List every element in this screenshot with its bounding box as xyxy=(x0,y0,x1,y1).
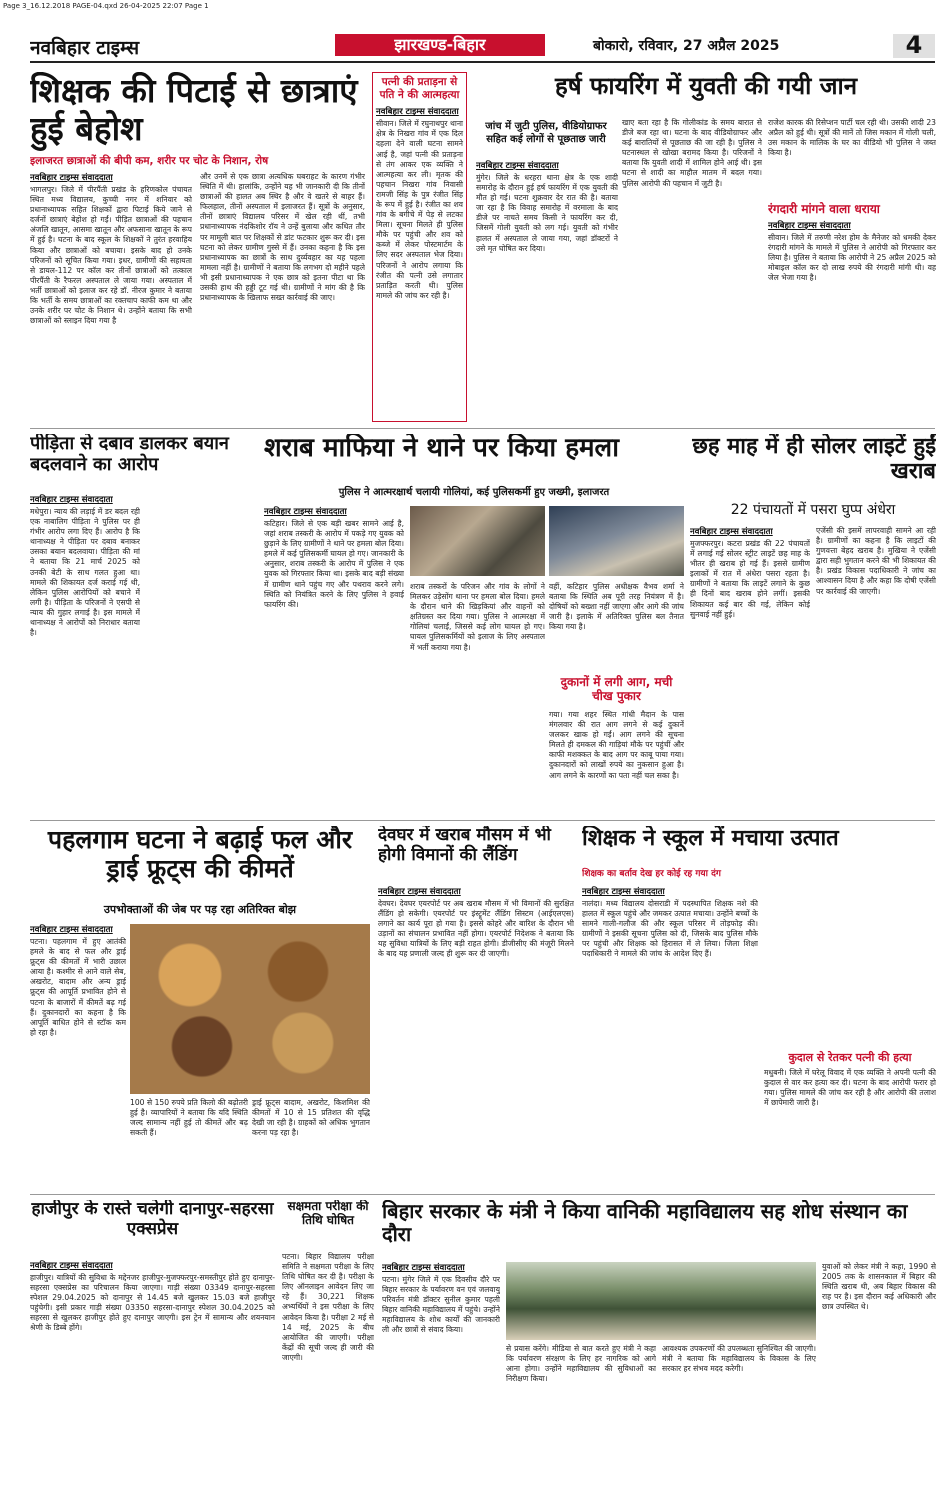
a4-headline: पीड़िता से दबाव डालकर बयान बदलवाने का आरोप xyxy=(30,434,229,475)
a7-dry-fruits-photo xyxy=(130,924,370,1094)
a7-col2 xyxy=(130,1098,248,1188)
a9-body: नालंदा। मध्य विद्यालय दोसराडी में पदस्थापित शिक्षक नशे की हालत में स्कूल पहुंचे और जमकर उत्पात मचाया। उन्होंने बच्चों के सामने गाली-गलौज की और स्कूल परिसर में तोड़फोड़ की। ग्रामीणों ने इसकी सूचना पुलिस को दी, जिसके बाद पुलिस मौके पर पहुंची और शिक्षक को हिरासत में ले लिया। जिला शिक्षा पदाधिकारी ने मामले की जांच के आदेश दिए हैं। xyxy=(582,899,758,959)
a10-body-block xyxy=(30,1260,275,1472)
a12-col3 xyxy=(662,1344,816,1472)
a3-sidebar-headline: रंगदारी मांगने वाला धराया xyxy=(768,202,880,216)
a9-headline-block xyxy=(582,826,936,860)
a9-box xyxy=(764,1068,936,1188)
a6-headline: छह माह में ही सोलर लाइटें हुईं खराब xyxy=(692,434,936,485)
masthead xyxy=(30,34,935,58)
a8-body-block xyxy=(378,886,574,1188)
a5-col1 xyxy=(264,506,404,814)
a3-sidebar-byline: नवबिहार टाइम्स संवाददाता xyxy=(768,221,851,231)
a3-headline-block xyxy=(476,72,936,112)
a12-body1: पटना। मुंगेर जिले में एक दिवसीय दौरे पर बिहार सरकार के पर्यावरण वन एवं जलवायु परिवर्तन मंत्री डॉक्टर सुनील कुमार पहली बिहार वानिकी महाविद्यालय में पहुंचे। उन्होंने महाविद्यालय के शोध कार्यों की जानकारी ली और छात्रों से संवाद किया। xyxy=(382,1275,500,1335)
a5-body1: कटिहार। जिले से एक बड़ी खबर सामने आई है, जहां शराब तस्करी के आरोप में पकड़े गए युवक को छुड़ाने के लिए ग्रामीणों ने थाने पर हमला बोल दिया। हमले में कई पुलिसकर्मी घायल हो गए। जानकारी के अनुसार, शराब तस्करी के आरोप में पुलिस ने एक युवक को गिरफ्तार किया था। इसके बाद बड़ी संख्या में ग्रामीण थाने पहुंच गए और पथराव करने लगे। स्थिति को नियंत्रित करने के लिए पुलिस ने हवाई फायरिंग की। xyxy=(264,519,404,609)
a5-byline: नवबिहार टाइम्स संवाददाता xyxy=(264,507,347,517)
a1-col2 xyxy=(200,172,365,422)
a7-byline: नवबिहार टाइम्स संवाददाता xyxy=(30,925,113,935)
a6-byline: नवबिहार टाइम्स संवाददाता xyxy=(690,527,773,537)
a1-headline: शिक्षक की पिटाई से छात्राएं हुई बेहोश xyxy=(30,72,358,148)
a3-body1: मुंगेर। जिले के धरहरा थाना क्षेत्र के एक शादी समारोह के दौरान हुई हर्ष फायरिंग में एक युवती की मौत हो गई। घटना शुक्रवार देर रात की है। बताया जा रहा है कि विवाह समारोह में वरमाला के बाद डीजे पर नाचते समय किसी ने फायरिंग कर दी, जिसमें गोली युवती को लग गई। युवती को गंभीर हालत में अस्पताल ले जाया गया, जहां डॉक्टरों ने उसे मृत घोषित कर दिया। xyxy=(476,173,618,253)
a8-byline: नवबिहार टाइम्स संवाददाता xyxy=(378,887,461,897)
a12-body4: युवाओं को लेकर मंत्री ने कहा, 1990 से 2005 तक के शासनकाल में बिहार की स्थिति खराब थी, अब बिहार विकास की राह पर है। इस दौरान कई अधिकारी और छात्र उपस्थित थे। xyxy=(822,1262,936,1312)
a3-sidebar xyxy=(768,220,936,422)
a1-body1: भागलपुर। जिले में पीरपैंती प्रखंड के हरिणकोल पंचायत स्थित मध्य विद्यालय, कुच्ची नगर में शनिवार को प्रधानाध्यापक सहित शिक्षकों द्वारा पिटाई किये जाने से दर्जनों छात्राएं बेहोश हो गईं। पीड़ित छात्राओं की पहचान अंजलि खातून, आसमा खातून और अफसाना खातून के रूप में हुई है। घटना के बाद स्कूल के शिक्षकों ने तुरंत हरवाहिय किया और छात्राओं को बचाया। इसके बाद हो उनके परिजनों को सूचित किया गया। इधर, ग्रामीणों की सहायता से डायल-112 पर कॉल कर तीनों छात्राओं को तत्काल पीरपैंती के रैफरल अस्पताल ले जाया गया। अस्पताल में भर्ती छात्राओं को इलाज कर रहे डॉ. नीरज कुमार ने बताया कि भर्ती के समय छात्राओं का रक्तचाप काफी कम था और उनके शरीर पर चोट के निशान थे। उन्होंने बताया कि सभी छात्राओं को स्लाइन दिया गया है xyxy=(30,185,192,326)
a8-headline-block xyxy=(378,826,574,882)
a3-body3: राजेश कारक की रिसेप्शन पार्टी चल रही थी। उसकी शादी 23 अप्रैल को हुई थी। सूत्रों की मानें तो जिस मकान में गोली चली, उस मकान के मालिक के घर का वीडियो भी पुलिस ने जब्त किया है। xyxy=(768,118,936,158)
a8-body: देवघर। देवघर एयरपोर्ट पर अब खराब मौसम में भी विमानों की सुरक्षित लैंडिंग हो सकेगी। एयरपोर्ट पर इंस्ट्रूमेंट लैंडिंग सिस्टम (आईएलएस) लगाने का कार्य पूरा हो गया है। इससे कोहरे और बारिश के दौरान भी उड़ानों का संचालन प्रभावित नहीं होगा। एयरपोर्ट निदेशक ने बताया कि यह सुविधा यात्रियों के लिए बड़ी राहत होगी। डीजीसीए की मंजूरी मिलने के बाद यह प्रणाली जल्द ही शुरू कर दी जाएगी। xyxy=(378,899,574,959)
a10-headline-block xyxy=(30,1200,275,1256)
a12-headline: बिहार सरकार के मंत्री ने किया वानिकी महाविद्यालय सह शोध संस्थान का दौरा xyxy=(382,1200,908,1246)
a3-col2 xyxy=(622,118,762,422)
a5-box-body: गया। गया शहर स्थित गांधी मैदान के पास मंगलवार की रात आग लगने से कई दुकानें जलकर खाक हो गईं। आग लगने की सूचना मिलते ही दमकल की गाड़ियां मौके पर पहुंचीं और काफी मशक्कत के बाद आग पर काबू पाया गया। दुकानदारों को लाखों रुपये का नुकसान हुआ है। आग लगने के कारणों का पता नहीं चल सका है। xyxy=(549,710,684,780)
a3-intro: जांच में जुटी पुलिस, वीडियोग्राफर सहित कई लोगों से पूछताछ जारी xyxy=(485,121,607,145)
a7-headline-block xyxy=(30,826,370,900)
a12-col2 xyxy=(506,1344,656,1472)
a10-body: हाजीपुर। यात्रियों की सुविधा के मद्देनजर हाजीपुर-मुजफ्फरपुर-समस्तीपुर होते हुए दानापुर-सहरसा एक्सप्रेस का परिचालन किया जाएगा। गाड़ी संख्या 03349 दानापुर-सहरसा स्पेशल 29.04.2025 को दानापुर से 14.45 बजे खुलकर 15.03 बजे हाजीपुर पहुंचेगी। इसी प्रकार गाड़ी संख्या 03350 सहरसा-दानापुर स्पेशल 30.04.2025 को सहरसा से खुलकर हाजीपुर होते हुए दानापुर जाएगी। इस ट्रेन में सामान्य और शयनयान श्रेणी के डिब्बे होंगे। xyxy=(30,1273,275,1333)
a5-col2 xyxy=(410,582,545,814)
paper-name: नवबिहार टाइम्स xyxy=(30,37,140,58)
a7-body2: 100 से 150 रुपये प्रति किलो की बढ़ोतरी हुई है। व्यापारियों ने बताया कि यदि स्थिति जल्द सामान्य नहीं हुई तो कीमतें और बढ़ सकती हैं। xyxy=(130,1098,248,1138)
divider xyxy=(30,820,935,821)
a6-headline-block xyxy=(690,434,936,494)
a3-sidebar-body: सीवान। जिले में तरुणी नरेश होम के मैनेजर को धमकी देकर रंगदारी मांगने के मामले में पुलिस ने आरोपी को गिरफ्तार कर लिया है। पुलिस ने बताया कि आरोपी ने 25 अप्रैल 2025 को मोबाइल कॉल कर दो लाख रुपये की रंगदारी मांगी थी। वह जेल भेजा गया है। xyxy=(768,233,936,283)
a2-headline: पत्नी की प्रताड़ना से पति ने की आत्महत्या xyxy=(379,76,460,102)
a9-subhead: शिक्षक का बर्ताव देख हर कोई रह गया दंग xyxy=(582,869,721,879)
a5-body2: शराब तस्करों के परिजन और गांव के लोगों ने मिलकर उड़ेसोंग थाना पर हमला बोल दिया। हमले के दौरान थाने की खिड़कियां और वाहनों को क्षतिग्रस्त कर दिया गया। पुलिस ने आत्मरक्षा में गोलियां चलाईं, जिससे कई लोग घायल हो गए। घायल पुलिसकर्मियों को इलाज के लिए अस्पताल में भर्ती कराया गया है। xyxy=(410,582,545,652)
a1-headline-block xyxy=(30,72,365,152)
a6-body2: एजेंसी की इसमें लापरवाही सामने आ रही है। ग्रामीणों का कहना है कि लाइटों की गुणवत्ता बेहद खराब है। मुखिया ने एजेंसी द्वारा सही भुगतान करने की भी शिकायत की है। प्रखंड विकास पदाधिकारी ने जांच का आश्वासन दिया है और कहा कि दोषी एजेंसी पर कार्रवाई की जाएगी। xyxy=(816,526,936,596)
a12-headline-block xyxy=(382,1200,936,1258)
a2-byline: नवबिहार टाइम्स संवाददाता xyxy=(376,107,459,118)
a12-byline: नवबिहार टाइम्स संवाददाता xyxy=(382,1263,465,1273)
a3-body2: खाए बता रहा है कि गोलीकांड के समय बारात से डीजे बज रहा था। घटना के बाद वीडियोग्राफर और कई बारातियों से पूछताछ की जा रही है। पुलिस ने घटनास्थल से खोखा बरामद किया है। परिजनों ने बताया कि युवती शादी में शामिल होने आई थी। इस घटना से शादी का माहौल मातम में बदल गया। पुलिस आरोपी की पहचान में जुटी है। xyxy=(622,118,762,188)
a6-body1: मुजफ्फरपुर। कटरा प्रखंड की 22 पंचायतों में लगाई गई सोलर स्ट्रीट लाइटें छह माह के भीतर ही खराब हो गई हैं। इससे ग्रामीण इलाकों में रात में अंधेरा पसरा रहता है। ग्रामीणों ने बताया कि लाइटें लगाने के कुछ ही दिनों बाद खराब होने लगीं। इसकी शिकायत कई बार की गई, लेकिन कोई सुनवाई नहीं हुई। xyxy=(690,539,810,619)
a6-col1 xyxy=(690,526,810,814)
a5-box-headline: दुकानों में लगी आग, मची चीख पुकार xyxy=(560,675,673,704)
a7-body3: ड्राई फ्रूट्स बादाम, अखरोट, किशमिश की कीमतों में 10 से 15 प्रतिशत की वृद्धि देखी जा रही है। ग्राहकों को अधिक भुगतान करना पड़ रहा है। xyxy=(252,1098,370,1138)
a10-byline: नवबिहार टाइम्स संवाददाता xyxy=(30,1261,113,1271)
a4-byline: नवबिहार टाइम्स संवाददाता xyxy=(30,495,113,505)
a11-headline-block xyxy=(282,1200,374,1248)
a10-headline: हाजीपुर के रास्ते चलेगी दानापुर-सहरसा एक्सप्रेस xyxy=(31,1200,274,1239)
a3-headline: हर्ष फायरिंग में युवती की गयी जान xyxy=(554,72,858,100)
page-number: 4 xyxy=(893,34,935,58)
print-meta: Page 3_16.12.2018 PAGE-04.qxd 26-04-2025 22:07 Page 1 xyxy=(3,2,209,10)
a5-col3 xyxy=(549,582,684,672)
a12-col4 xyxy=(822,1262,936,1472)
a11-body: पटना। बिहार विद्यालय परीक्षा समिति ने सक्षमता परीक्षा के लिए तिथि घोषित कर दी है। परीक्षा के लिए ऑनलाइन आवेदन लिए जा रहे हैं। 30,221 शिक्षक अभ्यर्थियों ने इस परीक्षा के लिए आवेदन किया है। परीक्षा 2 मई से 14 मई, 2025 के बीच आयोजित की जाएगी। परीक्षा केंद्रों की सूची जल्द ही जारी की जाएगी। xyxy=(282,1252,374,1362)
a12-body2: से प्रयास करेंगे। मीडिया से बात करते हुए मंत्री ने कहा कि पर्यावरण संरक्षण के लिए हर नागरिक को आगे आना होगा। उन्होंने महाविद्यालय की सुविधाओं का निरीक्षण किया। xyxy=(506,1344,656,1384)
a5-photo-left xyxy=(410,506,545,576)
a2-body: सीवान। जिले में रघुनाथपुर थाना क्षेत्र के निखरा गांव में एक दिल दहला देने वाली घटना सामने आई है, जहां पत्नी की प्रताड़ना से तंग आकर एक व्यक्ति ने आत्महत्या कर ली। मृतक की पहचान निखरा गांव निवासी रामजी सिंह के पुत्र रंजीत सिंह के रूप में हुई है। रंजीत का शव गांव के बगीचे में पेड़ से लटका मिला। सूचना मिलते ही पुलिस मौके पर पहुंची और शव को कब्जे में लेकर पोस्टमार्टम के लिए सदर अस्पताल भेज दिया। परिजनों ने आरोप लगाया कि रंजीत की पत्नी उसे लगातार प्रताड़ित करती थी। पुलिस मामले की जांच कर रही है। xyxy=(376,119,463,300)
a5-photo-right xyxy=(549,506,684,576)
a7-body1: पटना। पहलगाम में हुए आतंकी हमले के बाद से फल और ड्राई फ्रूट्स की कीमतों में भारी उछाल आया है। कश्मीर से आने वाले सेब, अखरोट, बादाम और अन्य ड्राई फ्रूट्स की आपूर्ति प्रभावित होने से पटना के बाजारों में कीमतें बढ़ गई हैं। दुकानदारों का कहना है कि आपूर्ति बाधित होने से स्टॉक कम हो रहा है। xyxy=(30,937,126,1037)
a2-box xyxy=(372,72,467,422)
a5-box xyxy=(549,710,684,814)
a9-headline: शिक्षक ने स्कूल में मचाया उत्पात xyxy=(582,826,839,851)
divider xyxy=(30,428,935,429)
a7-col3 xyxy=(252,1098,370,1188)
a9-col1 xyxy=(582,886,758,1188)
a7-col1 xyxy=(30,924,126,1084)
a11-body-block xyxy=(282,1252,374,1472)
a1-body2: और उनमें से एक छात्रा अत्यधिक घबराहट के कारण गंभीर स्थिति में थी। हालांकि, उन्होंने यह भी जानकारी दी कि तीनों छात्राओं की हालत अब स्थिर है और वे खतरे से बाहर हैं। फिलहाल, तीनों अस्पताल में इलाजरत हैं। सूत्रों के अनुसार, तीनों छात्राएं विद्यालय परिसर में खेल रही थीं, तभी प्रधानाध्यापक नंदकिशोर रॉय ने उन्हें बुलाया और कथित तौर पर मामूली बात पर शिक्षकों से डांट फटकार शुरू कर दी। इस घटना को लेकर ग्रामीण गुस्से में हैं। उनका कहना है कि इस प्रधानाध्यापक का छात्रों के साथ दुर्व्यवहार का यह पहला मामला नहीं है। ग्रामीणों ने बताया कि लगभग दो महीने पहले भी इसी प्रधानाध्यापक ने एक छात्र को इतना पीटा था कि उसकी हाथ की हड्डी टूट गई थी। ग्रामीणों ने मांग की है कि प्रधानाध्यापक के खिलाफ सख्त कार्रवाई की जाए। xyxy=(200,172,365,303)
a12-col1 xyxy=(382,1262,500,1472)
a1-byline: नवबिहार टाइम्स संवाददाता xyxy=(30,173,113,183)
a4-col1 xyxy=(30,494,140,814)
a5-headline: शराब माफिया ने थाने पर किया हमला xyxy=(264,434,619,463)
a3-col3 xyxy=(768,118,936,198)
a11-headline: सक्षमता परीक्षा की तिथि घोषित xyxy=(287,1200,369,1227)
divider xyxy=(30,1194,935,1195)
a5-headline-block xyxy=(264,434,684,468)
a1-subhead: इलाजरत छात्राओं की बीपी कम, शरीर पर चोट के निशान, रोष xyxy=(30,155,269,167)
issue-date: बोकारो, रविवार, 27 अप्रैल 2025 xyxy=(593,38,780,54)
a5-subhead: पुलिस ने आत्मरक्षार्थ चलायी गोलियां, कई पुलिसकर्मी हुए जख्मी, इलाजरत xyxy=(338,487,610,498)
a7-subhead: उपभोक्ताओं की जेब पर पड़ रहा अतिरिक्त बोझ xyxy=(103,903,297,916)
a9-box-headline: कुदाल से रेतकर पत्नी की हत्या xyxy=(788,1051,912,1064)
a8-headline: देवघर में खराब मौसम में भी होगी विमानों की लैंडिंग xyxy=(378,826,551,865)
a4-headline-block xyxy=(30,434,258,490)
a9-box-body: मधुबनी। जिले में घरेलू विवाद में एक व्यक्ति ने अपनी पत्नी की कुदाल से वार कर हत्या कर दी। घटना के बाद आरोपी फरार हो गया। पुलिस मामले की जांच कर रही है और आरोपी की तलाश में छापेमारी जारी है। xyxy=(764,1068,936,1108)
section-label: झारखण्ड-बिहार xyxy=(335,34,545,56)
a6-col2 xyxy=(816,526,936,814)
a9-byline: नवबिहार टाइम्स संवाददाता xyxy=(582,887,665,897)
a1-col1 xyxy=(30,172,192,422)
masthead-rule xyxy=(30,61,935,63)
a5-body3: वहीं, कटिहार पुलिस अधीक्षक वैभव शर्मा ने बताया कि स्थिति अब पूरी तरह नियंत्रण में है। दोषियों को बख्शा नहीं जाएगा और आगे की जांच जारी है। इलाके में अतिरिक्त पुलिस बल तैनात किया गया है। xyxy=(549,582,684,632)
a6-subhead: 22 पंचायतों में पसरा घुप्प अंधेरा xyxy=(730,502,896,518)
a12-body3: आवश्यक उपकरणों की उपलब्धता सुनिश्चित की जाएगी। मंत्री ने बताया कि महाविद्यालय के विकास के लिए सरकार हर संभव मदद करेगी। xyxy=(662,1344,816,1374)
a3-col1 xyxy=(476,160,618,422)
a4-body: मधेपुरा। न्याय की लड़ाई में डर बदल रही एक नाबालिग पीड़िता ने पुलिस पर ही गंभीर आरोप लगा दिए हैं। आरोप है कि थानाध्यक्ष ने पीड़िता पर दबाव बनाकर उसका बयान बदलवाया। पीड़िता की मां ने बताया कि 21 मार्च 2025 को उनकी बेटी के साथ गलत हुआ था। मामले की शिकायत दर्ज कराई गई थी, लेकिन पुलिस आरोपियों को बचाने में लगी है। पीड़िता के परिजनों ने एसपी से न्याय की गुहार लगाई है। इस मामले में थानाध्यक्ष ने आरोपों को निराधार बताया है। xyxy=(30,507,140,638)
a7-headline: पहलगाम घटना ने बढ़ाई फल और ड्राई फ्रूट्स की कीमतें xyxy=(47,826,353,883)
a3-byline: नवबिहार टाइम्स संवाददाता xyxy=(476,161,559,171)
a12-group-photo xyxy=(506,1262,816,1340)
